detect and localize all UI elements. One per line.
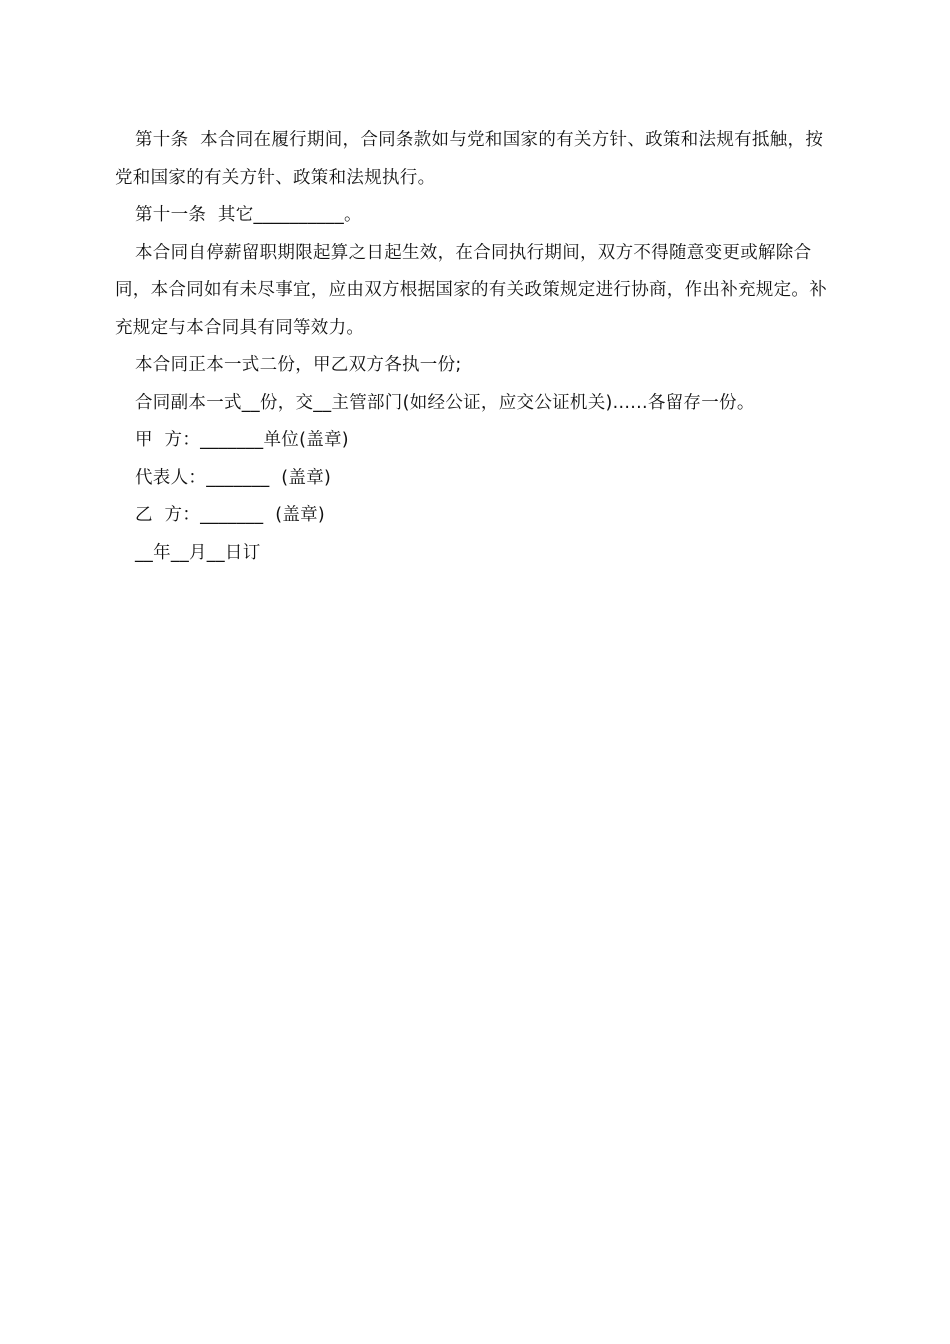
effective-clause: 本合同自停薪留职期限起算之日起生效，在合同执行期间，双方不得随意变更或解除合同，本合同如有未尽事宜，应由双方根据国家的有关政策规定进行协商，作出补充规定。补充规定与本合同具有同等效力。 [115,242,827,338]
representative-signature-line: 代表人：_______ (盖章) [135,467,332,488]
original-copies-line: 本合同正本一式二份，甲乙双方各执一份; [135,355,462,375]
document-body [115,122,840,572]
date-line: __年__月__日订 [135,542,261,563]
party-a-signature-line: 甲 方：_______单位(盖章) [135,430,349,450]
party-b-signature-line: 乙 方：_______ (盖章) [135,505,326,525]
clause-10: 第十条 本合同在履行期间，合同条款如与党和国家的有关方针、政策和法规有抵触，按党和国家的有关方针、政策和法规执行。 [115,130,824,188]
duplicate-copies-line: 合同副本一式__份，交__主管部门(如经公证，应交公证机关)......各留存一份。 [135,392,755,413]
clause-11: 第十一条 其它__________。 [135,205,362,225]
